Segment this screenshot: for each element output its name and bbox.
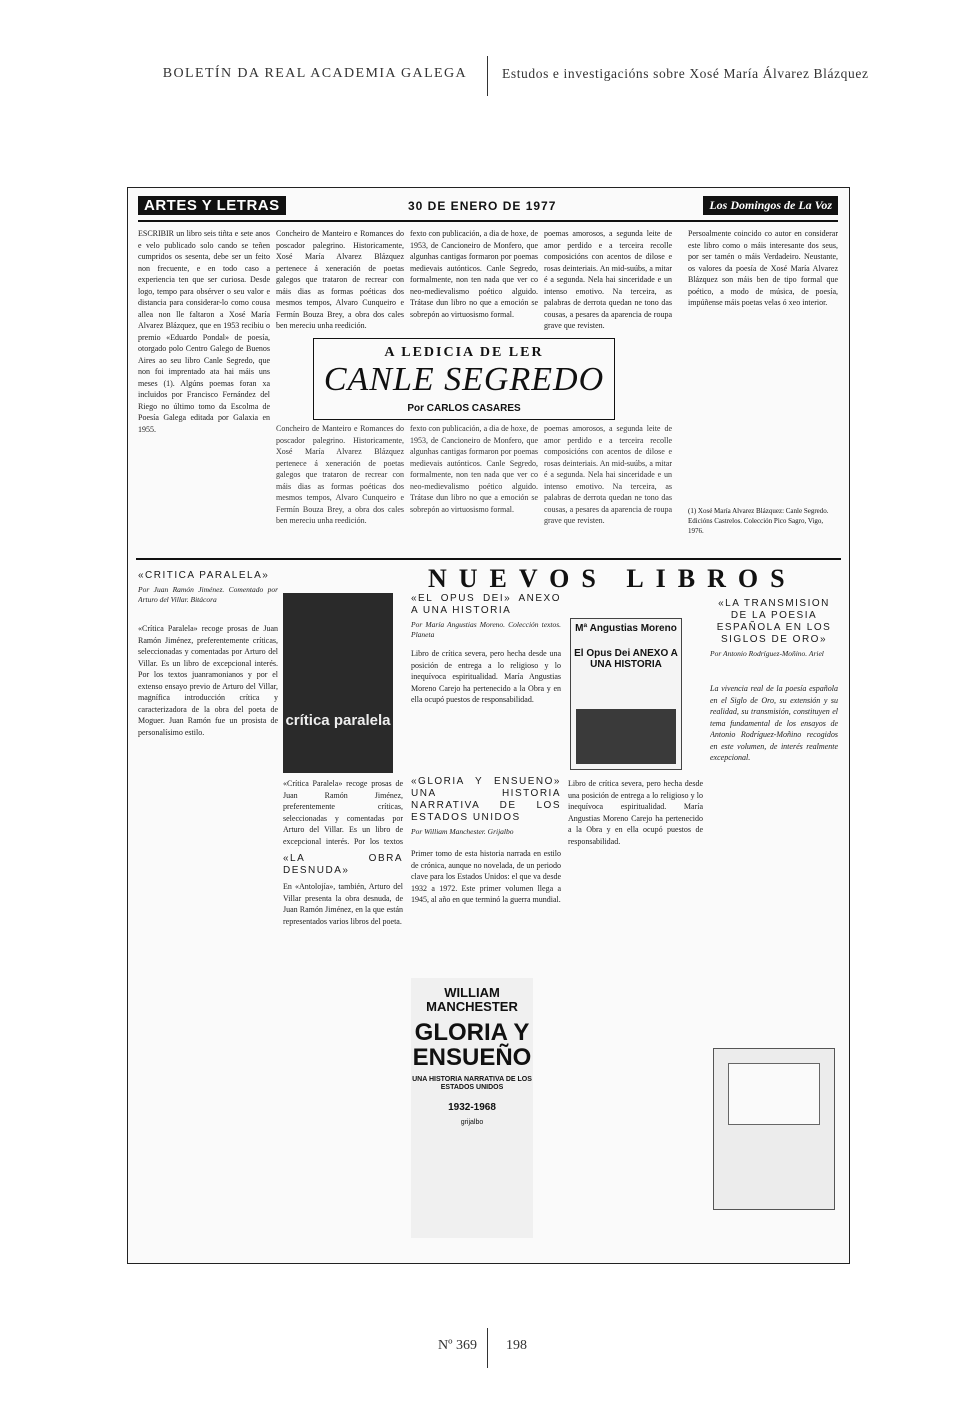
article-column-4: poemas amorosos, a segunda leite de amor perdido e a terceira recolle composicións con acentos de dilose e rosas deinteriais. An mid-suúbs, a mitar é a segunda. Nela hai sinceridade e un intenso emotivo. Na terceira, as palabras de derrota quedan ne tono das cousas, a pesares da aparencia de roupa grave que revisten. [544,229,672,330]
cover-author: WILLIAM MANCHESTER [426,985,518,1014]
running-head [0,62,975,92]
article-byline: Por CARLOS CASARES [407,403,521,414]
review4-head: «LA TRANSMISION DE LA POESIA ESPAÑOLA EN LOS SIGLOS DE ORO» [716,598,832,645]
newspaper-clipping [127,187,850,1264]
review3-text: Primer tomo de esta historia narrada en estilo de crónica, aunque no novelada, de un periodo clave para los Estados Unidos: el que va desde 1932 a 1972. Este primer volumen llega a 1945, al año en que terminó la guerra mundial. [411,849,561,904]
transmision-engraving [713,1048,835,1210]
journal-title: BOLETÍN DA REAL ACADEMIA GALEGA [162,66,467,81]
page-number: 198 [506,1338,527,1353]
cover-image [576,709,676,764]
section-label: ARTES Y LETRAS [138,196,286,215]
review4-byline: Por Antonio Rodríguez-Moñino. Ariel [710,649,824,658]
cover-years: 1932-1968 [448,1102,496,1113]
review4-text: La vivencia real de la poesía española en el Siglo de Oro, su extensión y su realidad, su transmisión, constituyen el tema fundamental de los ensayos de Antonio Rodríguez-Moñino recogidos en este volumen, de interés realmente excepcional. [710,684,838,762]
issue-date: 30 DE ENERO DE 1977 [408,199,557,213]
article-column-1: ESCRIBIR un libro seis tiñta e sete anos e velo publicado solo cando se teñen cumpridos os sesenta, debe ser un feito non frecuente, e en todo caso a experiencia ten que ser curiosa. Desde logo, tempo para obsérver o seu valor e distancia para considerar-lo como cousa allea non lle faltaron a Xosé María Alvarez Blázquez, que en 1953 recibiu o premio «Eduardo Pondal» de poesía, otorgado polo Centro Galego de Buenos Aires ao seu libro Canle Segredo, que non foi imprentado ata hai máis uns meses (1). Algúns poemas foran xa incluidos por Francisco Fernández del Riego no último tomo da Escolma de Poesía Galega editada por Galaxia en 1955. [138,229,270,434]
article-column-2-cont: Concheiro de Manteiro e Romances do poscador palegrino. Historicamente, Xosé María Alvarez Blázquez pertenece á xeneración de poetas galegos que trataron de recrear con máis dias as formas poéticas dos mesmos tempos, Alvaro Cunqueiro e Fermín Bouza Brey, a obra dos cales ben mereciu unha reedición. [276,424,404,525]
paper-name: Los Domingos de La Voz [703,196,838,215]
review3-head: «GLORIA Y ENSUEÑO» UNA HISTORIA NARRATIVA DE LOS ESTADOS UNIDOS [411,776,561,823]
masthead [138,196,838,218]
cover-author: Mª Angustias Moreno [575,623,677,634]
cover-title: El Opus Dei ANEXO A UNA HISTORIA [574,648,678,670]
review1-text: «Crítica Paralela» recoge prosas de Juan Ramón Jiménez, preferentemente críticas, seleccionadas y comentadas por Arturo del Villar. Es un libro de excepcional interés. Por los textos juanramonianos y por el extenso ensayo previo de Arturo del Villar, magnífica introducción crítica y caracterizadora de la obra del poeta de Moguer. Juan Ramón fue un prosista de personalísimo estilo. [138,624,278,737]
section-title: Estudos e investigacións sobre Xosé María Álvarez Blázquez [502,66,869,81]
article-column-3: fexto con publicación, a dia de hoxe, de 1953, de Cancioneiro de Monfero, que algunhas cantigas formaron por poemas medievais autónticos. Canle Segredo, formalmente, non ten nada que ver co neo-medievalismo poético alguido. Trátase dun libro no que a emoción se sobrepón ao virtuosismo formal. [410,229,538,319]
page-footer [0,1328,975,1368]
review2-cont: Libro de crítica severa, pero hecha desde una posición de entrega a lo religioso y lo inequívoca espiritualidad. María Angustias Moreno Carejo ha pertenecido a la Obra y en ella ocupó puestos de responsabilidad. [568,779,703,846]
engraving-frame [728,1063,820,1125]
review1-byline: Por Juan Ramón Jiménez. Comentado por Arturo del Villar. Bitácora [138,585,278,604]
review1-cont: «Crítica Paralela» recoge prosas de Juan Ramón Jiménez, preferentemente críticas, seleccionadas y comentadas por Arturo del Villar. Es un libro de excepcional interés. Por los textos [283,779,403,846]
cover-title: crítica paralela [285,712,391,729]
section-divider [136,558,841,560]
critica-paralela-cover [283,593,393,773]
review5-head: «LA OBRA DESNUDA» [283,853,403,876]
header-divider [487,56,488,96]
review3-header [411,776,561,846]
review4-header [710,598,838,678]
review5 [283,853,403,1248]
review5-text: En «Antolojía», también, Arturo del Villar presenta la obra desnuda, de Juan Ramón Jiménez, en la que están representados varios libros del poeta. [283,882,403,926]
review2-text: Libro de crítica severa, pero hecha desde una posición de entrega a lo religioso y lo inequívoca espiritualidad. María Angustias Moreno Carejo ha pertenecido a la Obra y en ella ocupó puestos de responsabilidad. [411,649,561,704]
headline: CANLE SEGREDO [323,361,605,398]
headline-box [313,338,615,420]
review3-byline: Por William Manchester. Grijalbo [411,827,514,836]
review2-head: «EL OPUS DEI» ANEXO A UNA HISTORIA [411,593,561,616]
cover-publisher: grijalbo [460,1119,484,1126]
issue-number: Nº 369 [438,1338,477,1353]
article-column-4-cont: poemas amorosos, a segunda leite de amor perdido e a terceira recolle composicións con acentos de dilose e rosas deinteriais. An mid-suúbs, a mitar é a segunda. Nela hai sinceridade e un intenso emotivo. Na terceira, as palabras de derrota quedan ne tono das cousas, a pesares da aparencia de roupa grave que revisten. [544,424,672,525]
kicker: A LEDICIA DE LER [384,345,544,360]
article-column-3-cont: fexto con publicación, a dia de hoxe, de 1953, de Cancioneiro de Monfero, que algunhas cantigas formaron por poemas medievais autónticos. Canle Segredo, formalmente, non ten nada que ver co neo-medievalismo poético alguido. Trátase dun libro no que a emoción se sobrepón ao virtuosismo formal. [410,424,538,514]
cover-subtitle: UNA HISTORIA NARRATIVA DE LOS ESTADOS UNIDOS [412,1076,532,1091]
footnote: (1) Xosé María Alvarez Blázquez: Canle Segredo. Edicións Castrelos. Colección Pico Sagro, Vigo, 1976. [688,507,829,535]
article-column-5: Persoalmente coincido co autor en considerar este libro como o máis interesante dos seus, por ser tamén o máis Verdadeiro. Neustante, os valores da poesía de Xosé María Alvarez Blázquez son máis ben de tipo formal que poético, a modo de música, de poesía, impúñense máis poetas velas ó xeo interior. [688,229,838,307]
gloria-ensueno-cover [411,978,533,1238]
article-column-2: Concheiro de Manteiro e Romances do poscador palegrino. Historicamente, Xosé María Alvarez Blázquez pertenece á xeneración de poetas galegos que trataron de recrear con máis dias as formas poéticas dos mesmos tempos, Alvaro Cunqueiro e Fermín Bouza Brey, a obra dos cales ben mereciu unha reedición. [276,229,404,330]
cover-title: GLORIA Y ENSUEÑO [412,1019,532,1071]
books-section-title: NUEVOS LIBROS [428,564,797,593]
opus-dei-cover [570,618,682,770]
masthead-rule [138,220,838,222]
footer-divider [487,1328,488,1368]
review2-byline: Por María Angustias Moreno. Colección textos. Planeta [411,620,561,639]
review2-header [411,593,561,643]
review1-header [138,570,278,610]
review1-head: «CRITICA PARALELA» [138,570,270,581]
